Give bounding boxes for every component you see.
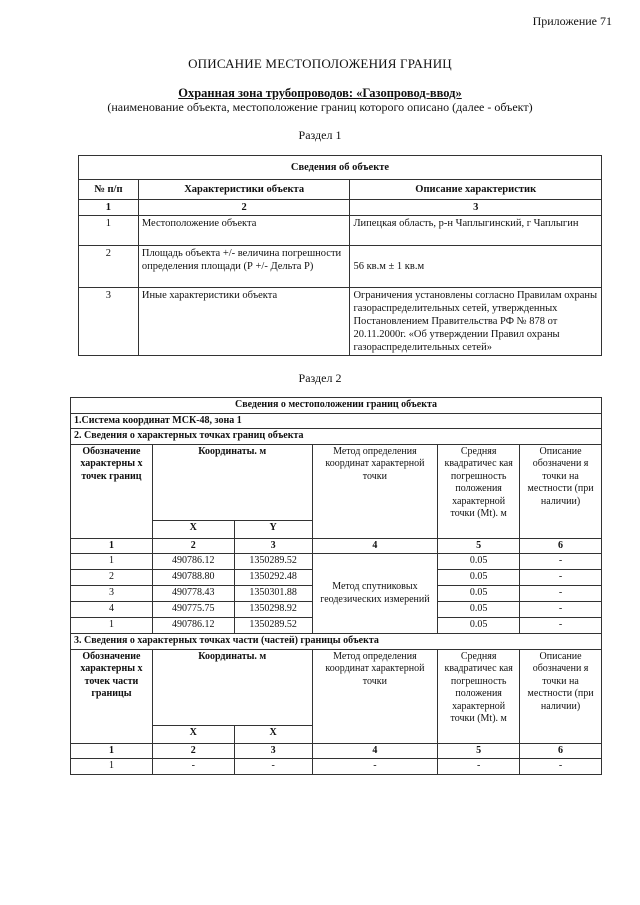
- point-mt: 0.05: [438, 618, 520, 634]
- t2-index: 1: [71, 538, 153, 554]
- t2-index: 6: [520, 538, 602, 554]
- section2-label: Раздел 2: [298, 371, 342, 385]
- h-x: X: [152, 520, 234, 538]
- coord-system: 1.Система координат МСК-48, зона 1: [71, 413, 602, 429]
- t1-header-num: № п/п: [79, 180, 139, 200]
- t1-cell: 1: [79, 216, 139, 246]
- point-x: 490778.43: [152, 586, 234, 602]
- point-number: 2: [71, 570, 153, 586]
- h3-x: X: [152, 725, 234, 743]
- object-name-text: Охранная зона трубопроводов: «Газопровод-ввод»: [178, 86, 462, 100]
- point-y: 1350292.48: [234, 570, 312, 586]
- t3-index: 1: [71, 743, 153, 759]
- table-row: [79, 288, 602, 356]
- t1-cell: 2: [79, 246, 139, 288]
- point-mt: 0.05: [438, 586, 520, 602]
- method-cell: Метод спутниковых геодезических измерений: [312, 554, 438, 634]
- point-x: 490775.75: [152, 602, 234, 618]
- point-desc: -: [520, 554, 602, 570]
- part3-title: 3. Сведения о характерных точках части (частей) границы объекта: [71, 634, 602, 650]
- part3-cell: -: [438, 759, 520, 775]
- h3-method: Метод определения координат характерной точки: [312, 649, 438, 743]
- h3-description: Описание обозначени я точки на местности (при наличии): [520, 649, 602, 743]
- h-y: Y: [234, 520, 312, 538]
- point-number: 4: [71, 602, 153, 618]
- t1-cell: 56 кв.м ± 1 кв.м: [350, 246, 602, 288]
- point-y: 1350289.52: [234, 554, 312, 570]
- t1-cell: Площадь объекта +/- величина погрешности определения площади (Р +/- Дельта Р): [138, 246, 350, 288]
- point-desc: -: [520, 618, 602, 634]
- table-row: [79, 246, 602, 288]
- h-error: Средняя квадратичес кая погрешность положения характерной точки (Mt). м: [438, 444, 520, 538]
- t1-index: 2: [138, 200, 350, 216]
- h3-y: X: [234, 725, 312, 743]
- h3-coords: Координаты. м: [152, 649, 312, 725]
- t2-index: 3: [234, 538, 312, 554]
- part3-cell: -: [520, 759, 602, 775]
- h-coords: Координаты. м: [152, 444, 312, 520]
- h-designation: Обозначение характерны х точек границ: [71, 444, 153, 538]
- point-number: 1: [71, 554, 153, 570]
- t3-index: 5: [438, 743, 520, 759]
- object-info-table: [78, 155, 602, 356]
- t3-index: 6: [520, 743, 602, 759]
- table-row: [79, 216, 602, 246]
- page-title: ОПИСАНИЕ МЕСТОПОЛОЖЕНИЯ ГРАНИЦ: [188, 56, 452, 71]
- h-method: Метод определения координат характерной точки: [312, 444, 438, 538]
- table-row: [71, 554, 602, 570]
- t1-cell: 3: [79, 288, 139, 356]
- table1-title: Сведения об объекте: [79, 156, 602, 180]
- h-description: Описание обозначени я точки на местности (при наличии): [520, 444, 602, 538]
- point-desc: -: [520, 602, 602, 618]
- point-number: 1: [71, 618, 153, 634]
- point-mt: 0.05: [438, 602, 520, 618]
- t1-header-description: Описание характеристик: [350, 180, 602, 200]
- object-name: [0, 86, 640, 101]
- t2-index: 2: [152, 538, 234, 554]
- point-mt: 0.05: [438, 570, 520, 586]
- t3-index: 2: [152, 743, 234, 759]
- object-note: (наименование объекта, местоположение границ которого описано (далее - объект): [107, 100, 533, 114]
- point-y: 1350298.92: [234, 602, 312, 618]
- table2-title: Сведения о местоположении границ объекта: [71, 398, 602, 414]
- point-y: 1350289.52: [234, 618, 312, 634]
- t2-index: 4: [312, 538, 438, 554]
- point-mt: 0.05: [438, 554, 520, 570]
- t3-index: 4: [312, 743, 438, 759]
- t1-index: 1: [79, 200, 139, 216]
- point-desc: -: [520, 570, 602, 586]
- t1-index: 3: [350, 200, 602, 216]
- t1-cell: Местоположение объекта: [138, 216, 350, 246]
- t2-index: 5: [438, 538, 520, 554]
- h3-designation: Обозначение характерны х точек части границы: [71, 649, 153, 743]
- part3-cell: -: [312, 759, 438, 775]
- section1-label: Раздел 1: [298, 128, 342, 142]
- point-x: 490786.12: [152, 554, 234, 570]
- t1-cell: Липецкая область, р-н Чаплыгинский, г Чаплыгин: [350, 216, 602, 246]
- boundary-table: [70, 397, 602, 775]
- part3-cell: -: [234, 759, 312, 775]
- part2-title: 2. Сведения о характерных точках границ объекта: [71, 429, 602, 445]
- appendix-label: Приложение 71: [532, 14, 612, 28]
- point-x: 490786.12: [152, 618, 234, 634]
- part3-cell: -: [152, 759, 234, 775]
- part3-cell: 1: [71, 759, 153, 775]
- point-number: 3: [71, 586, 153, 602]
- t1-cell: Иные характеристики объекта: [138, 288, 350, 356]
- point-x: 490788.80: [152, 570, 234, 586]
- table-row: [71, 759, 602, 775]
- t1-cell: Ограничения установлены согласно Правилам охраны газораспределительных сетей, утвержденных Постановлением Правительства РФ № 878 от 20.11.2000г. «Об утверждении Правил охраны газораспределительных сетей»: [350, 288, 602, 356]
- point-desc: -: [520, 586, 602, 602]
- t3-index: 3: [234, 743, 312, 759]
- point-y: 1350301.88: [234, 586, 312, 602]
- t1-header-characteristic: Характеристики объекта: [138, 180, 350, 200]
- h3-error: Средняя квадратичес кая погрешность положения характерной точки (Mt). м: [438, 649, 520, 743]
